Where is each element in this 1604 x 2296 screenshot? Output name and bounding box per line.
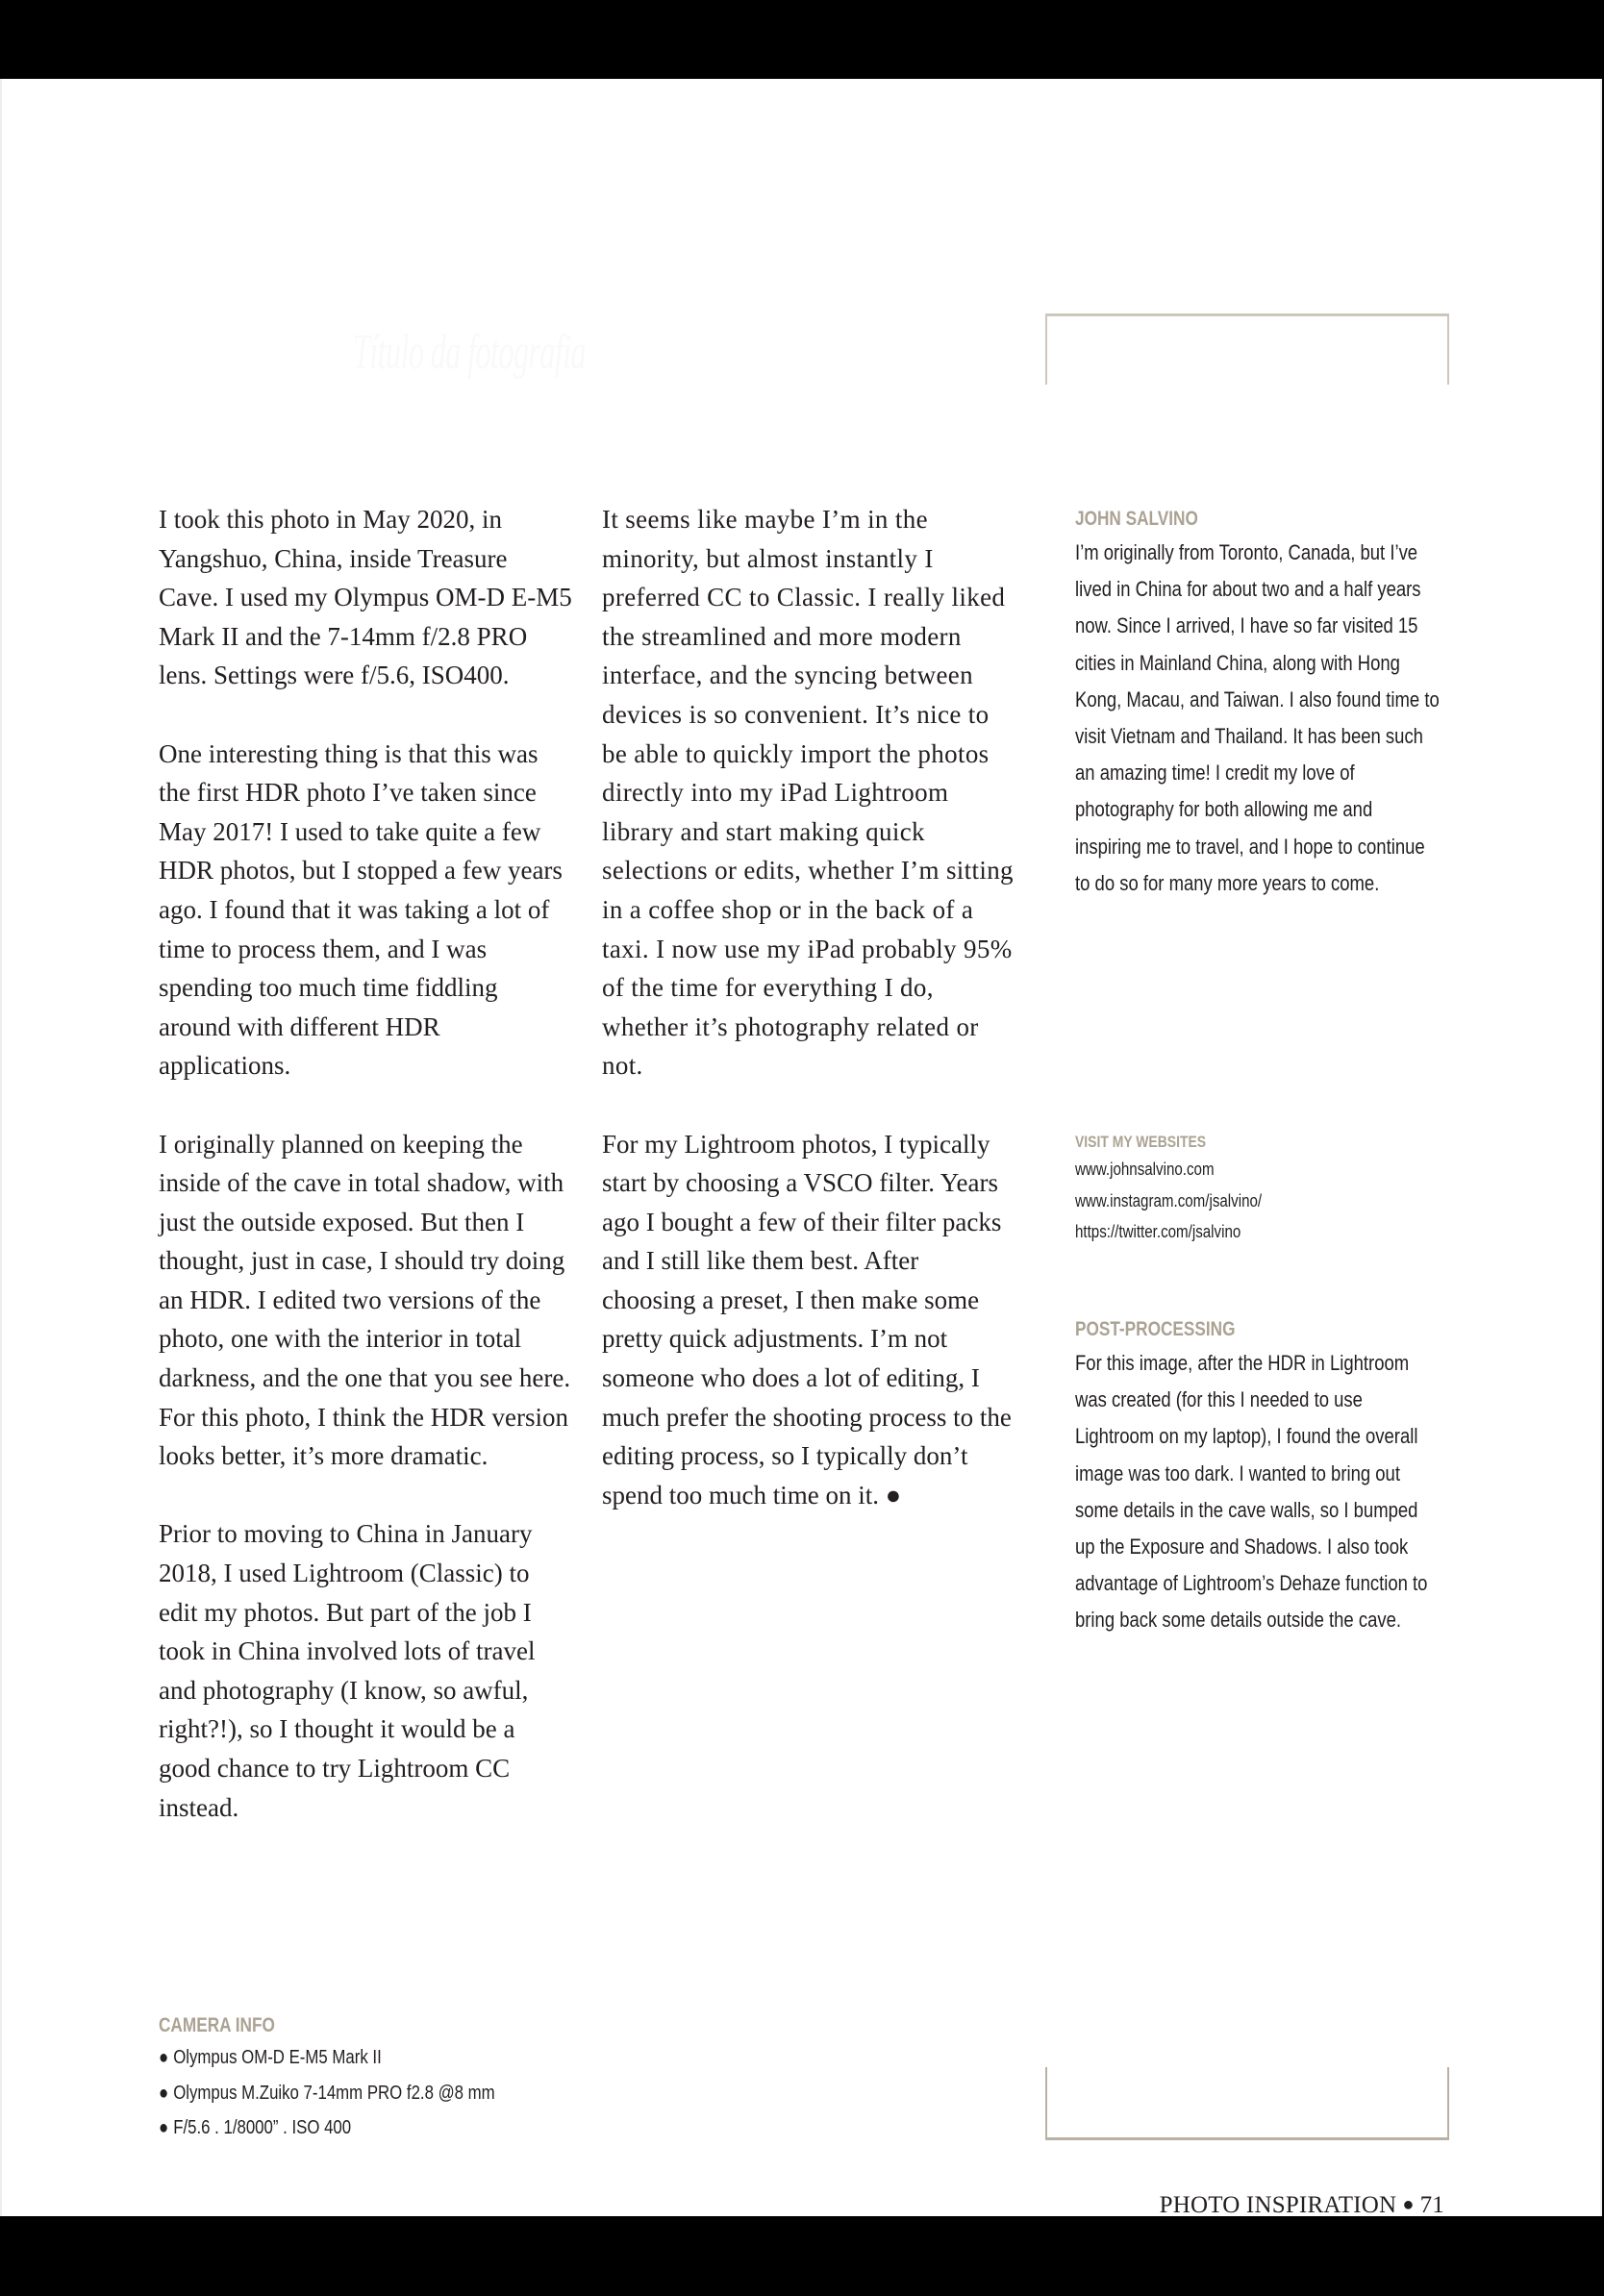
bullet-icon: ● xyxy=(159,2047,169,2068)
camera-info-text: F/5.6 . 1/8000” . ISO 400 xyxy=(173,2117,352,2138)
post-processing-text: For this image, after the HDR in Lightroom was created (for this I needed to use Lightroom on my laptop), I found the overall image was too dark. I wanted to bring out some details in the cave walls, so I bumped up the Exposure and Shadows. I also took advantage of Lightroom’s Dehaze function to bring back some details outside the cave. xyxy=(1075,1351,1428,1633)
author-name-heading: JOHN SALVINO xyxy=(1075,508,1198,530)
article-paragraph: I took this photo in May 2020, in Yangshuo, China, inside Treasure Cave. I used my Olympus OM-D E-M5 Mark II and the 7-14mm f/2.8 PRO lens. Settings were f/5.6, ISO400. xyxy=(159,505,572,690)
website-link[interactable]: www.instagram.com/jsalvino/ xyxy=(1075,1190,1263,1210)
bullet-icon: ● xyxy=(159,2082,169,2104)
photo-frame-bottom-bracket xyxy=(1045,2067,1449,2140)
author-bio-section xyxy=(1075,504,1441,902)
article-paragraph: I originally planned on keeping the inside of the cave in total shadow, with just the outside exposed. But then I thought, just in case, I should try doing an HDR. I edited two versions of the photo, one with the interior in total darkness, and the one that you see here. For this photo, I think the HDR version looks better, it’s more dramatic. xyxy=(159,1129,571,1471)
footer-section-name: PHOTO INSPIRATION xyxy=(1159,2192,1397,2218)
camera-info-item xyxy=(159,2110,639,2146)
article-paragraph: One interesting thing is that this was the first HDR photo I’ve taken since May 2017! I used to take quite a few HDR photos, but I stopped a few years ago. I found that it was taking a lot of time to process them, and I was spending too much time fiddling around with different HDR applications. xyxy=(159,738,563,1081)
camera-info-text: Olympus M.Zuiko 7-14mm PRO f2.8 @8 mm xyxy=(173,2082,495,2104)
camera-info-list xyxy=(159,2040,639,2146)
post-processing-section xyxy=(1075,1314,1441,1639)
footer-separator-icon: ● xyxy=(1402,2194,1415,2215)
websites-heading: VISIT MY WEBSITES xyxy=(1075,1133,1207,1151)
website-link[interactable]: https://twitter.com/jsalvino xyxy=(1075,1222,1241,1241)
camera-info-item xyxy=(159,2040,639,2076)
article-paragraph: For my Lightroom photos, I typically start by choosing a VSCO filter. Years ago I bought a few of their filter packs and I still like them best. After choosing a preset, I then make some pretty quick adjustments. I’m not someone who does a lot of editing, I much prefer the shooting process to the editing process, so I typically don’t spend too much time on it. ● xyxy=(602,1129,1012,1510)
website-link[interactable]: www.johnsalvino.com xyxy=(1075,1160,1215,1179)
page-footer xyxy=(1160,2192,1444,2219)
magazine-page xyxy=(0,79,1602,2216)
bullet-icon: ● xyxy=(159,2117,169,2138)
article-paragraph: Prior to moving to China in January 2018, I used Lightroom (Classic) to edit my photos. But part of the job I took in China involved lots of travel and photography (I know, so awful, right?!), so I thought it would be a good chance to try Lightroom CC instead. xyxy=(159,1519,536,1822)
websites-list xyxy=(1075,1154,1441,1248)
article-column-middle xyxy=(602,500,1015,1554)
camera-info-item xyxy=(159,2076,639,2111)
photo-frame-top-bracket xyxy=(1045,313,1449,385)
post-processing-heading: POST-PROCESSING xyxy=(1075,1318,1236,1340)
websites-section xyxy=(1075,1131,1441,1248)
camera-info-text: Olympus OM-D E-M5 Mark II xyxy=(173,2047,382,2068)
article-column-left xyxy=(159,500,572,1866)
camera-info-heading: CAMERA INFO xyxy=(159,2014,275,2036)
page-number: 71 xyxy=(1419,2192,1444,2218)
camera-info-section xyxy=(159,2011,639,2146)
ghost-photo-title: Título da fotografia xyxy=(353,325,586,380)
article-paragraph: It seems like maybe I’m in the minority, but almost instantly I preferred CC to Classic. I really liked the streamlined and more modern interface, and the syncing between devices is so convenient. It’s nice to be able to quickly import the photos directly into my iPad Lightroom library and start making quick selections or edits, whether I’m sitting in a coffee shop or in the back of a taxi. I now use my iPad probably 95% of the time for everything I do, whether it’s photography related or not. xyxy=(602,505,1014,1081)
author-bio-text: I’m originally from Toronto, Canada, but I’ve lived in China for about two and a half years now. Since I arrived, I have so far visited 15 cities in Mainland China, along with Hong Kong, Macau, and Taiwan. I also found time to visit Vietnam and Thailand. It has been such an amazing time! I credit my love of photography for both allowing me and inspiring me to travel, and I hope to continue to do so for many more years to come. xyxy=(1075,540,1440,895)
